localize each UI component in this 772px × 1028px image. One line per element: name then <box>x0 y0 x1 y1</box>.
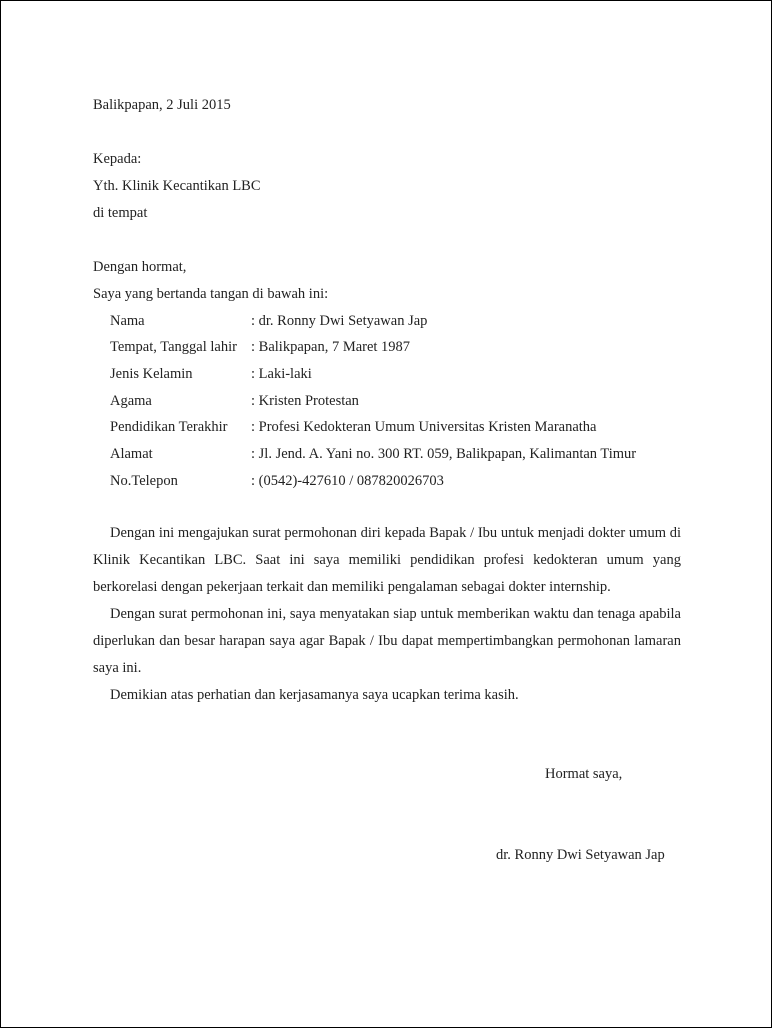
field-label-nama: Nama <box>110 313 145 329</box>
place-date: Balikpapan, 2 Juli 2015 <box>93 97 231 113</box>
body-paragraph-3: Demikian atas perhatian dan kerjasamanya saya ucapkan terima kasih. <box>110 687 519 703</box>
field-value-no-telepon: : (0542)-427610 / 087820026703 <box>251 473 444 489</box>
field-label-agama: Agama <box>110 393 152 409</box>
recipient-heading: Kepada: <box>93 151 142 167</box>
recipient-name: Yth. Klinik Kecantikan LBC <box>93 178 261 194</box>
field-label-no-telepon: No.Telepon <box>110 473 178 489</box>
field-label-jenis-kelamin: Jenis Kelamin <box>110 366 193 382</box>
body-paragraph-2: Dengan surat permohonan ini, saya menyatakan siap untuk memberikan waktu dan tenaga apabila diperlukan dan besar harapan saya agar Bapak / Ibu dapat mempertimbangkan permohonan lamaran saya ini. <box>93 606 681 676</box>
field-value-agama: : Kristen Protestan <box>251 393 359 409</box>
field-value-nama: : dr. Ronny Dwi Setyawan Jap <box>251 313 428 329</box>
field-value-tempat-tanggal-lahir: : Balikpapan, 7 Maret 1987 <box>251 339 411 355</box>
recipient-location: di tempat <box>93 205 148 221</box>
intro-text: Saya yang bertanda tangan di bawah ini: <box>93 286 329 302</box>
field-label-pendidikan-terakhir: Pendidikan Terakhir <box>110 419 228 435</box>
field-label-tempat-tanggal-lahir: Tempat, Tanggal lahir <box>110 339 237 355</box>
field-value-alamat: : Jl. Jend. A. Yani no. 300 RT. 059, Balikpapan, Kalimantan Timur <box>251 446 637 462</box>
signature-name: dr. Ronny Dwi Setyawan Jap <box>496 847 665 863</box>
salutation: Dengan hormat, <box>93 259 187 275</box>
field-value-jenis-kelamin: : Laki-laki <box>251 366 312 382</box>
field-label-alamat: Alamat <box>110 446 153 462</box>
closing: Hormat saya, <box>545 766 623 782</box>
field-value-pendidikan-terakhir: : Profesi Kedokteran Umum Universitas Kristen Maranatha <box>251 419 597 435</box>
body-paragraph-1: Dengan ini mengajukan surat permohonan diri kepada Bapak / Ibu untuk menjadi dokter umum di Klinik Kecantikan LBC. Saat ini saya memiliki pendidikan profesi kedokteran umum yang berkorelasi dengan pekerjaan terkait dan memiliki pengalaman sebagai dokter internship. <box>93 525 681 595</box>
